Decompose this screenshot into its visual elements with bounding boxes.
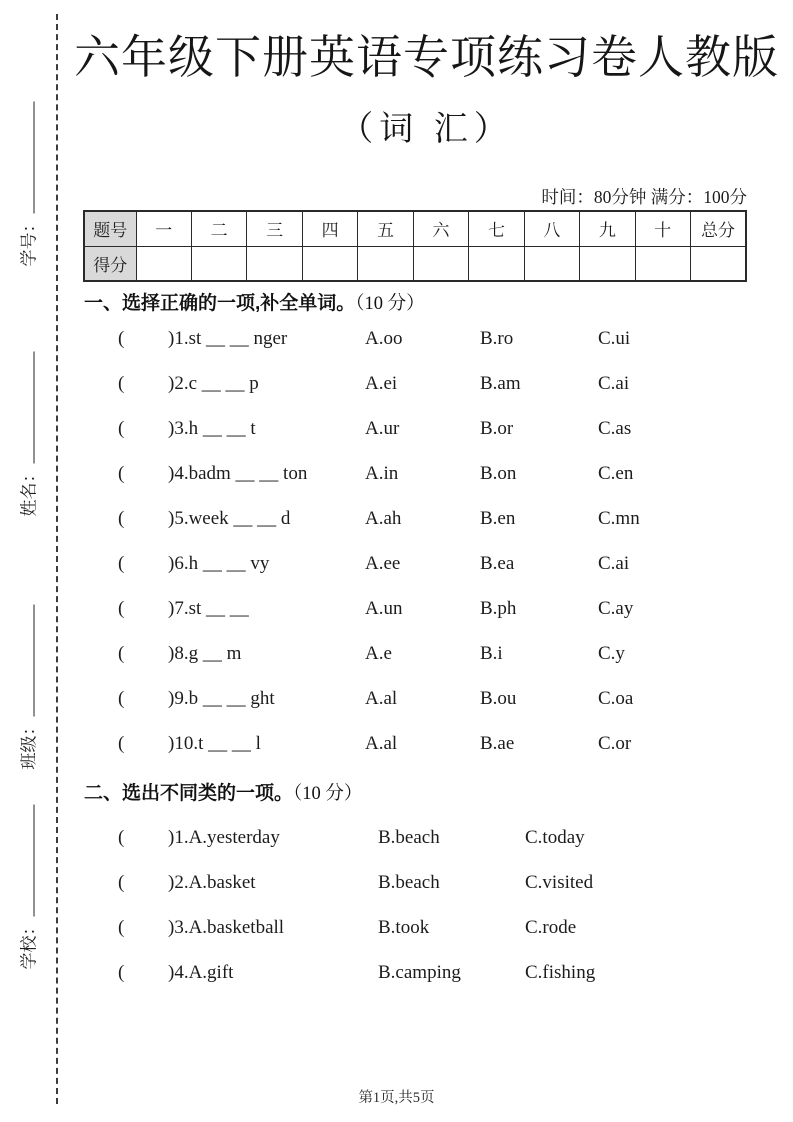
question-row [0, 860, 793, 905]
question-row [0, 361, 793, 406]
score-table-col: 十 [635, 211, 690, 246]
score-cell [691, 246, 746, 281]
score-cell [635, 246, 690, 281]
option-b: B.on [480, 462, 517, 484]
answer-paren: ( [118, 462, 125, 484]
option-b: B.ae [480, 732, 515, 754]
option-b: B.or [480, 417, 514, 439]
question-stem: )2.c __ __ p [168, 372, 259, 394]
answer-paren: ( [118, 507, 125, 529]
section-2-title [84, 778, 362, 805]
answer-paren: ( [118, 642, 125, 664]
option-a: A.ei [365, 372, 398, 394]
section-2-title-text: 二、选出不同类的一项。 [84, 783, 294, 804]
option-a: A.ee [365, 552, 401, 574]
score-table-col: 八 [524, 211, 579, 246]
option-b: B.am [480, 372, 521, 394]
page-subtitle: （词 汇） [339, 111, 514, 148]
option-b: B.camping [378, 961, 461, 983]
option-a: A.un [365, 597, 403, 619]
option-b: B.took [378, 916, 430, 938]
question-row [0, 316, 793, 361]
section-1-title-text: 一、选择正确的一项,补全单词。 [84, 293, 356, 314]
score-cell [247, 246, 302, 281]
section-1-points: （10 分） [355, 294, 425, 314]
score-cell [358, 246, 413, 281]
option-c: C.as [598, 417, 632, 439]
question-row [0, 815, 793, 860]
option-b: B.ou [480, 687, 517, 709]
option-c: C.visited [525, 871, 594, 893]
score-cell [136, 246, 191, 281]
option-b: B.beach [378, 826, 440, 848]
question-stem: )8.g __ m [168, 642, 242, 664]
score-row-label: 得分 [84, 246, 136, 281]
answer-paren: ( [118, 961, 125, 983]
option-c: C.oa [598, 687, 634, 709]
option-b: B.i [480, 642, 503, 664]
option-c: C.or [598, 732, 632, 754]
option-c: C.y [598, 642, 625, 664]
answer-paren: ( [118, 732, 125, 754]
question-stem: )4.A.gift [168, 961, 234, 983]
time-and-score-info: 时间：80分钟 满分：100分 [541, 187, 747, 207]
question-row [0, 586, 793, 631]
score-cell [580, 246, 635, 281]
student-id-blank-line [21, 102, 35, 214]
score-table-col: 七 [469, 211, 524, 246]
question-row [0, 451, 793, 496]
question-stem: )7.st __ __ [168, 597, 249, 619]
option-a: A.ah [365, 507, 402, 529]
option-b: B.ph [480, 597, 517, 619]
score-table-header-row [84, 211, 746, 246]
score-cell [302, 246, 357, 281]
option-b: B.en [480, 507, 516, 529]
answer-paren: ( [118, 552, 125, 574]
option-c: C.today [525, 826, 585, 848]
option-a: A.ur [365, 417, 400, 439]
answer-paren: ( [118, 871, 125, 893]
score-cell [469, 246, 524, 281]
question-stem: )1.A.yesterday [168, 826, 280, 848]
answer-paren: ( [118, 826, 125, 848]
question-stem: )3.A.basketball [168, 916, 285, 938]
option-b: B.beach [378, 871, 440, 893]
option-a: A.al [365, 687, 398, 709]
section-1-title [84, 288, 425, 315]
option-b: B.ea [480, 552, 515, 574]
margin-label-student-id [15, 87, 40, 267]
question-stem: )5.week __ __ d [168, 507, 291, 529]
option-c: C.mn [598, 507, 640, 529]
option-c: C.rode [525, 916, 577, 938]
score-table [83, 210, 747, 282]
question-row [0, 905, 793, 950]
option-a: A.e [365, 642, 392, 664]
answer-paren: ( [118, 372, 125, 394]
school-label: 学校： [19, 918, 39, 970]
question-row [0, 631, 793, 676]
score-table-col: 总分 [691, 211, 746, 246]
section-2-questions [0, 815, 793, 995]
section-1-questions [0, 316, 793, 766]
option-c: C.ai [598, 372, 630, 394]
class-label: 班级： [19, 718, 39, 770]
option-a: A.al [365, 732, 398, 754]
student-id-label: 学号： [19, 215, 39, 267]
name-label: 姓名： [19, 465, 39, 517]
answer-paren: ( [118, 916, 125, 938]
option-a: A.oo [365, 327, 403, 349]
score-cell [191, 246, 246, 281]
question-row [0, 676, 793, 721]
question-row [0, 406, 793, 451]
question-row [0, 496, 793, 541]
score-cell [413, 246, 468, 281]
score-table-col: 三 [247, 211, 302, 246]
question-stem: )1.st __ __ nger [168, 327, 288, 349]
answer-paren: ( [118, 597, 125, 619]
score-table-col: 一 [136, 211, 191, 246]
answer-paren: ( [118, 327, 125, 349]
score-table-col: 二 [191, 211, 246, 246]
option-b: B.ro [480, 327, 514, 349]
question-stem: )9.b __ __ ght [168, 687, 275, 709]
score-table-col: 五 [358, 211, 413, 246]
page-title: 六年级下册英语专项练习卷人教版 [74, 32, 779, 83]
section-2-points: （10 分） [293, 784, 363, 804]
page-footer: 第1页,共5页 [358, 1090, 435, 1106]
score-table-corner-cell: 题号 [84, 211, 136, 246]
score-cell [524, 246, 579, 281]
question-stem: )6.h __ __ vy [168, 552, 270, 574]
answer-paren: ( [118, 417, 125, 439]
score-table-col: 六 [413, 211, 468, 246]
score-table-col: 四 [302, 211, 357, 246]
question-stem: )2.A.basket [168, 871, 256, 893]
question-row [0, 721, 793, 766]
question-stem: )10.t __ __ l [168, 732, 261, 754]
option-c: C.ay [598, 597, 634, 619]
question-row [0, 541, 793, 586]
answer-paren: ( [118, 687, 125, 709]
option-c: C.fishing [525, 961, 596, 983]
question-stem: )3.h __ __ t [168, 417, 256, 439]
question-row [0, 950, 793, 995]
score-table-score-row [84, 246, 746, 281]
score-table-col: 九 [580, 211, 635, 246]
option-c: C.en [598, 462, 634, 484]
option-c: C.ai [598, 552, 630, 574]
option-c: C.ui [598, 327, 631, 349]
question-stem: )4.badm __ __ ton [168, 462, 308, 484]
option-a: A.in [365, 462, 399, 484]
